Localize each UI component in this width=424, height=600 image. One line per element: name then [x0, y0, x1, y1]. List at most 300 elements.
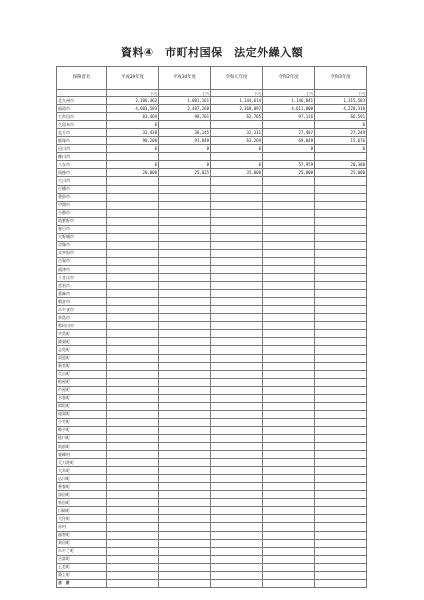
table-row: [57, 209, 367, 217]
amount-cell: [263, 177, 315, 185]
amount-cell: [159, 282, 211, 290]
amount-cell: [107, 177, 159, 185]
insurer-name: 香春町: [57, 483, 107, 491]
amount-cell: [315, 483, 367, 491]
amount-cell: [211, 579, 263, 587]
amount-cell: [211, 274, 263, 282]
amount-cell: 20,380: [315, 161, 367, 169]
amount-cell: [263, 410, 315, 418]
amount-cell: [263, 547, 315, 555]
amount-cell: [263, 314, 315, 322]
insurer-name: 鞍手町: [57, 426, 107, 434]
amount-cell: [159, 483, 211, 491]
table-row: [57, 547, 367, 555]
amount-cell: [315, 322, 367, 330]
amount-cell: 1,081,161: [159, 97, 211, 105]
amount-cell: [315, 547, 367, 555]
amount-cell: [159, 459, 211, 467]
amount-cell: [107, 346, 159, 354]
amount-cell: [107, 555, 159, 563]
amount-cell: [315, 402, 367, 410]
amount-cell: [159, 523, 211, 531]
amount-cell: 4,611,000: [263, 105, 315, 113]
amount-cell: [211, 362, 263, 370]
table-row: [57, 386, 367, 394]
amount-cell: [211, 434, 263, 442]
amount-cell: [263, 531, 315, 539]
amount-cell: [211, 507, 263, 515]
amount-cell: [107, 386, 159, 394]
amount-cell: [263, 539, 315, 547]
amount-cell: [315, 475, 367, 483]
amount-cell: [211, 225, 263, 233]
amount-cell: [159, 386, 211, 394]
table-row: [57, 555, 367, 563]
amount-cell: [159, 306, 211, 314]
amount-cell: [211, 233, 263, 241]
amount-cell: [159, 354, 211, 362]
amount-cell: 32,311: [211, 129, 263, 137]
table-row: [57, 346, 367, 354]
insurer-name: 福智町: [57, 531, 107, 539]
insurer-name: 苅田町: [57, 539, 107, 547]
insurer-name: 芦屋町: [57, 386, 107, 394]
amount-cell: [211, 282, 263, 290]
amount-cell: [107, 193, 159, 201]
amount-cell: [107, 265, 159, 273]
amount-cell: [263, 451, 315, 459]
amount-cell: [315, 539, 367, 547]
amount-cell: [211, 217, 263, 225]
table-row: [57, 539, 367, 547]
table-row: [57, 97, 367, 105]
amount-cell: 25,000: [315, 169, 367, 177]
unit-blank: [57, 90, 107, 97]
amount-cell: [159, 467, 211, 475]
amount-cell: [263, 282, 315, 290]
amount-cell: [107, 274, 159, 282]
amount-cell: [263, 402, 315, 410]
amount-cell: [315, 459, 367, 467]
insurer-name: 春日市: [57, 225, 107, 233]
insurer-name: 添田町: [57, 491, 107, 499]
insurer-name: 宮若市: [57, 282, 107, 290]
insurer-name: 筑後市: [57, 169, 107, 177]
insurer-name: 広川町: [57, 475, 107, 483]
insurer-name: 福岡市: [57, 105, 107, 113]
amount-cell: 1,144,614: [211, 97, 263, 105]
amount-cell: [107, 338, 159, 346]
amount-cell: [211, 185, 263, 193]
amount-cell: [107, 249, 159, 257]
table-row: [57, 499, 367, 507]
amount-cell: [315, 563, 367, 571]
amount-cell: [211, 314, 263, 322]
amount-cell: 0: [107, 145, 159, 153]
amount-cell: [315, 378, 367, 386]
insurer-name: 築上町: [57, 571, 107, 579]
amount-cell: 1,146,041: [263, 97, 315, 105]
amount-cell: [159, 451, 211, 459]
table-row: [57, 153, 367, 161]
amount-cell: [263, 483, 315, 491]
amount-cell: [263, 523, 315, 531]
amount-cell: 66,591: [315, 113, 367, 121]
amount-cell: [315, 193, 367, 201]
insurer-name: 北九州市: [57, 97, 107, 105]
amount-cell: [263, 249, 315, 257]
unit-label: 千円: [211, 90, 263, 97]
insurer-name: 岡垣町: [57, 402, 107, 410]
insurer-name: 志免町: [57, 346, 107, 354]
amount-cell: [315, 418, 367, 426]
amount-cell: [159, 443, 211, 451]
amount-cell: [263, 185, 315, 193]
amount-cell: [315, 217, 367, 225]
total-row: [57, 579, 367, 587]
table-row: [57, 443, 367, 451]
unit-label: 千円: [159, 90, 211, 97]
amount-cell: [263, 571, 315, 579]
amount-cell: [263, 225, 315, 233]
insurer-name: 行橋市: [57, 185, 107, 193]
amount-cell: [159, 402, 211, 410]
table-row: [57, 169, 367, 177]
amount-cell: 36,145: [159, 129, 211, 137]
amount-cell: [263, 217, 315, 225]
amount-cell: 0: [211, 161, 263, 169]
amount-cell: [159, 547, 211, 555]
table-row: [57, 378, 367, 386]
amount-cell: 57,959: [263, 161, 315, 169]
amount-cell: [107, 451, 159, 459]
amount-cell: [107, 394, 159, 402]
amount-cell: 2,487,268: [159, 105, 211, 113]
amount-cell: 0: [263, 145, 315, 153]
amount-cell: [211, 386, 263, 394]
insurer-name: 大野城市: [57, 233, 107, 241]
amount-cell: [107, 499, 159, 507]
amount-cell: [107, 539, 159, 547]
amount-cell: [107, 314, 159, 322]
amount-cell: [263, 241, 315, 249]
amount-cell: [263, 378, 315, 386]
amount-cell: 98,208: [107, 137, 159, 145]
insurer-name: 朝倉市: [57, 298, 107, 306]
table-row: [57, 129, 367, 137]
amount-cell: [107, 330, 159, 338]
table-row: [57, 563, 367, 571]
amount-cell: [263, 507, 315, 515]
table-row: [57, 571, 367, 579]
amount-cell: [107, 563, 159, 571]
amount-cell: 0: [159, 145, 211, 153]
amount-cell: [211, 241, 263, 249]
amount-cell: [315, 274, 367, 282]
amount-cell: 1,315,583: [315, 97, 367, 105]
unit-row: [57, 90, 367, 97]
table-row: [57, 257, 367, 265]
amount-cell: [263, 394, 315, 402]
table-row: [57, 290, 367, 298]
amount-cell: [159, 322, 211, 330]
amount-cell: 4,603,583: [107, 105, 159, 113]
amount-cell: [315, 426, 367, 434]
insurer-name: 太宰府市: [57, 249, 107, 257]
year-header: 令和3年度: [315, 67, 367, 90]
page-title: 資料④ 市町村国保 法定外繰入額: [120, 46, 304, 59]
insurer-name: 嘉麻市: [57, 290, 107, 298]
amount-cell: [263, 443, 315, 451]
amount-cell: [315, 177, 367, 185]
amount-cell: [159, 362, 211, 370]
amount-cell: [159, 418, 211, 426]
amount-cell: [211, 555, 263, 563]
insurer-name: 宇美町: [57, 330, 107, 338]
amount-cell: 35,000: [211, 169, 263, 177]
amount-cell: [107, 322, 159, 330]
insurer-name: 大刀洗町: [57, 459, 107, 467]
amount-cell: [315, 467, 367, 475]
amount-cell: [315, 571, 367, 579]
amount-cell: [107, 354, 159, 362]
amount-cell: [211, 418, 263, 426]
amount-cell: [107, 282, 159, 290]
amount-cell: [159, 338, 211, 346]
amount-cell: 98,701: [159, 113, 211, 121]
amount-cell: 0: [107, 161, 159, 169]
amount-cell: [315, 249, 367, 257]
header-row: [57, 67, 367, 90]
amount-cell: [107, 225, 159, 233]
amount-cell: [315, 362, 367, 370]
amount-cell: [263, 434, 315, 442]
amount-cell: [159, 507, 211, 515]
amount-cell: 97,116: [263, 113, 315, 121]
table-row: [57, 177, 367, 185]
table-row: [57, 410, 367, 418]
amount-cell: [107, 418, 159, 426]
amount-cell: [315, 451, 367, 459]
insurer-name: 大任町: [57, 515, 107, 523]
amount-cell: [263, 201, 315, 209]
amount-cell: [211, 249, 263, 257]
table-row: [57, 233, 367, 241]
table-row: [57, 330, 367, 338]
amount-cell: 32,438: [107, 129, 159, 137]
table-row: [57, 105, 367, 113]
insurer-name: 福津市: [57, 265, 107, 273]
amount-cell: [315, 394, 367, 402]
table-row: [57, 274, 367, 282]
table-row: [57, 145, 367, 153]
amount-cell: 25,025: [159, 169, 211, 177]
data-table: [56, 66, 367, 588]
amount-cell: [159, 563, 211, 571]
insurer-name: 中間市: [57, 201, 107, 209]
insurer-name: 小郡市: [57, 209, 107, 217]
amount-cell: [315, 386, 367, 394]
insurer-name: 筑紫野市: [57, 217, 107, 225]
amount-cell: [159, 225, 211, 233]
table-row: [57, 137, 367, 145]
table-row: [57, 265, 367, 273]
amount-cell: [263, 322, 315, 330]
amount-cell: [107, 257, 159, 265]
amount-cell: [107, 531, 159, 539]
insurer-name: 粕屋町: [57, 378, 107, 386]
amount-cell: [211, 290, 263, 298]
amount-cell: [263, 265, 315, 273]
amount-cell: [315, 491, 367, 499]
insurer-name: 水巻町: [57, 394, 107, 402]
table-body: [57, 97, 367, 588]
amount-cell: [107, 209, 159, 217]
amount-cell: [107, 571, 159, 579]
table-row: [57, 249, 367, 257]
amount-cell: [263, 499, 315, 507]
insurer-name: 大牟田市: [57, 113, 107, 121]
amount-cell: [159, 121, 211, 129]
amount-cell: [315, 298, 367, 306]
amount-cell: 0: [315, 121, 367, 129]
total-label: 合 計: [57, 579, 107, 587]
amount-cell: [159, 394, 211, 402]
amount-cell: [263, 563, 315, 571]
amount-cell: 0: [107, 121, 159, 129]
amount-cell: [107, 201, 159, 209]
table-row: [57, 402, 367, 410]
unit-label: 千円: [107, 90, 159, 97]
amount-cell: [107, 483, 159, 491]
year-header: 平成30年度: [159, 67, 211, 90]
table-row: [57, 394, 367, 402]
amount-cell: [107, 378, 159, 386]
amount-cell: [107, 426, 159, 434]
amount-cell: [159, 257, 211, 265]
amount-cell: [315, 338, 367, 346]
amount-cell: [107, 579, 159, 587]
amount-cell: [263, 274, 315, 282]
amount-cell: [107, 507, 159, 515]
amount-cell: [159, 426, 211, 434]
table-row: [57, 475, 367, 483]
amount-cell: [263, 298, 315, 306]
insurer-name-header: 保険者名: [57, 67, 107, 90]
amount-cell: [107, 434, 159, 442]
insurer-name: 須恵町: [57, 354, 107, 362]
amount-cell: [159, 177, 211, 185]
amount-cell: [211, 330, 263, 338]
table-row: [57, 338, 367, 346]
amount-cell: [107, 467, 159, 475]
insurer-name: 那珂川市: [57, 322, 107, 330]
amount-cell: [159, 515, 211, 523]
insurer-name: 大木町: [57, 467, 107, 475]
amount-cell: [315, 209, 367, 217]
amount-cell: [107, 217, 159, 225]
amount-cell: [159, 249, 211, 257]
amount-cell: [315, 579, 367, 587]
amount-cell: [263, 121, 315, 129]
amount-cell: [263, 491, 315, 499]
amount-cell: [263, 418, 315, 426]
amount-cell: [107, 547, 159, 555]
insurer-name: 大川市: [57, 177, 107, 185]
amount-cell: [107, 475, 159, 483]
table-row: [57, 282, 367, 290]
table-row: [57, 225, 367, 233]
amount-cell: [107, 459, 159, 467]
amount-cell: [107, 241, 159, 249]
amount-cell: [211, 322, 263, 330]
amount-cell: 0: [315, 145, 367, 153]
amount-cell: 0: [159, 161, 211, 169]
amount-cell: [211, 193, 263, 201]
insurer-name: 田川市: [57, 145, 107, 153]
amount-cell: [211, 475, 263, 483]
amount-cell: [159, 153, 211, 161]
table-row: [57, 298, 367, 306]
amount-cell: [211, 257, 263, 265]
amount-cell: [211, 571, 263, 579]
amount-cell: [263, 153, 315, 161]
amount-cell: [315, 330, 367, 338]
table-row: [57, 201, 367, 209]
insurer-name: 古賀市: [57, 257, 107, 265]
amount-cell: [315, 499, 367, 507]
amount-cell: [263, 290, 315, 298]
amount-cell: [263, 370, 315, 378]
insurer-name: 東峰村: [57, 451, 107, 459]
amount-cell: [263, 338, 315, 346]
year-header: 平成29年度: [107, 67, 159, 90]
amount-cell: [211, 451, 263, 459]
table-row: [57, 161, 367, 169]
amount-cell: [315, 282, 367, 290]
amount-cell: [211, 523, 263, 531]
table-row: [57, 370, 367, 378]
amount-cell: [263, 362, 315, 370]
table-row: [57, 531, 367, 539]
amount-cell: [211, 483, 263, 491]
insurer-name: 赤村: [57, 523, 107, 531]
amount-cell: [263, 555, 315, 563]
table-row: [57, 523, 367, 531]
table-row: [57, 467, 367, 475]
amount-cell: [211, 547, 263, 555]
amount-cell: [315, 201, 367, 209]
insurer-name: みやこ町: [57, 547, 107, 555]
amount-cell: [107, 443, 159, 451]
amount-cell: [159, 491, 211, 499]
amount-cell: [315, 370, 367, 378]
amount-cell: [159, 555, 211, 563]
amount-cell: [315, 225, 367, 233]
table-row: [57, 217, 367, 225]
insurer-name: 遠賀町: [57, 410, 107, 418]
amount-cell: [159, 434, 211, 442]
amount-cell: [159, 201, 211, 209]
amount-cell: [107, 402, 159, 410]
amount-cell: [107, 185, 159, 193]
table-row: [57, 306, 367, 314]
table-row: [57, 418, 367, 426]
table-row: [57, 113, 367, 121]
amount-cell: 20,000: [107, 169, 159, 177]
amount-cell: [263, 515, 315, 523]
unit-label: 千円: [263, 90, 315, 97]
